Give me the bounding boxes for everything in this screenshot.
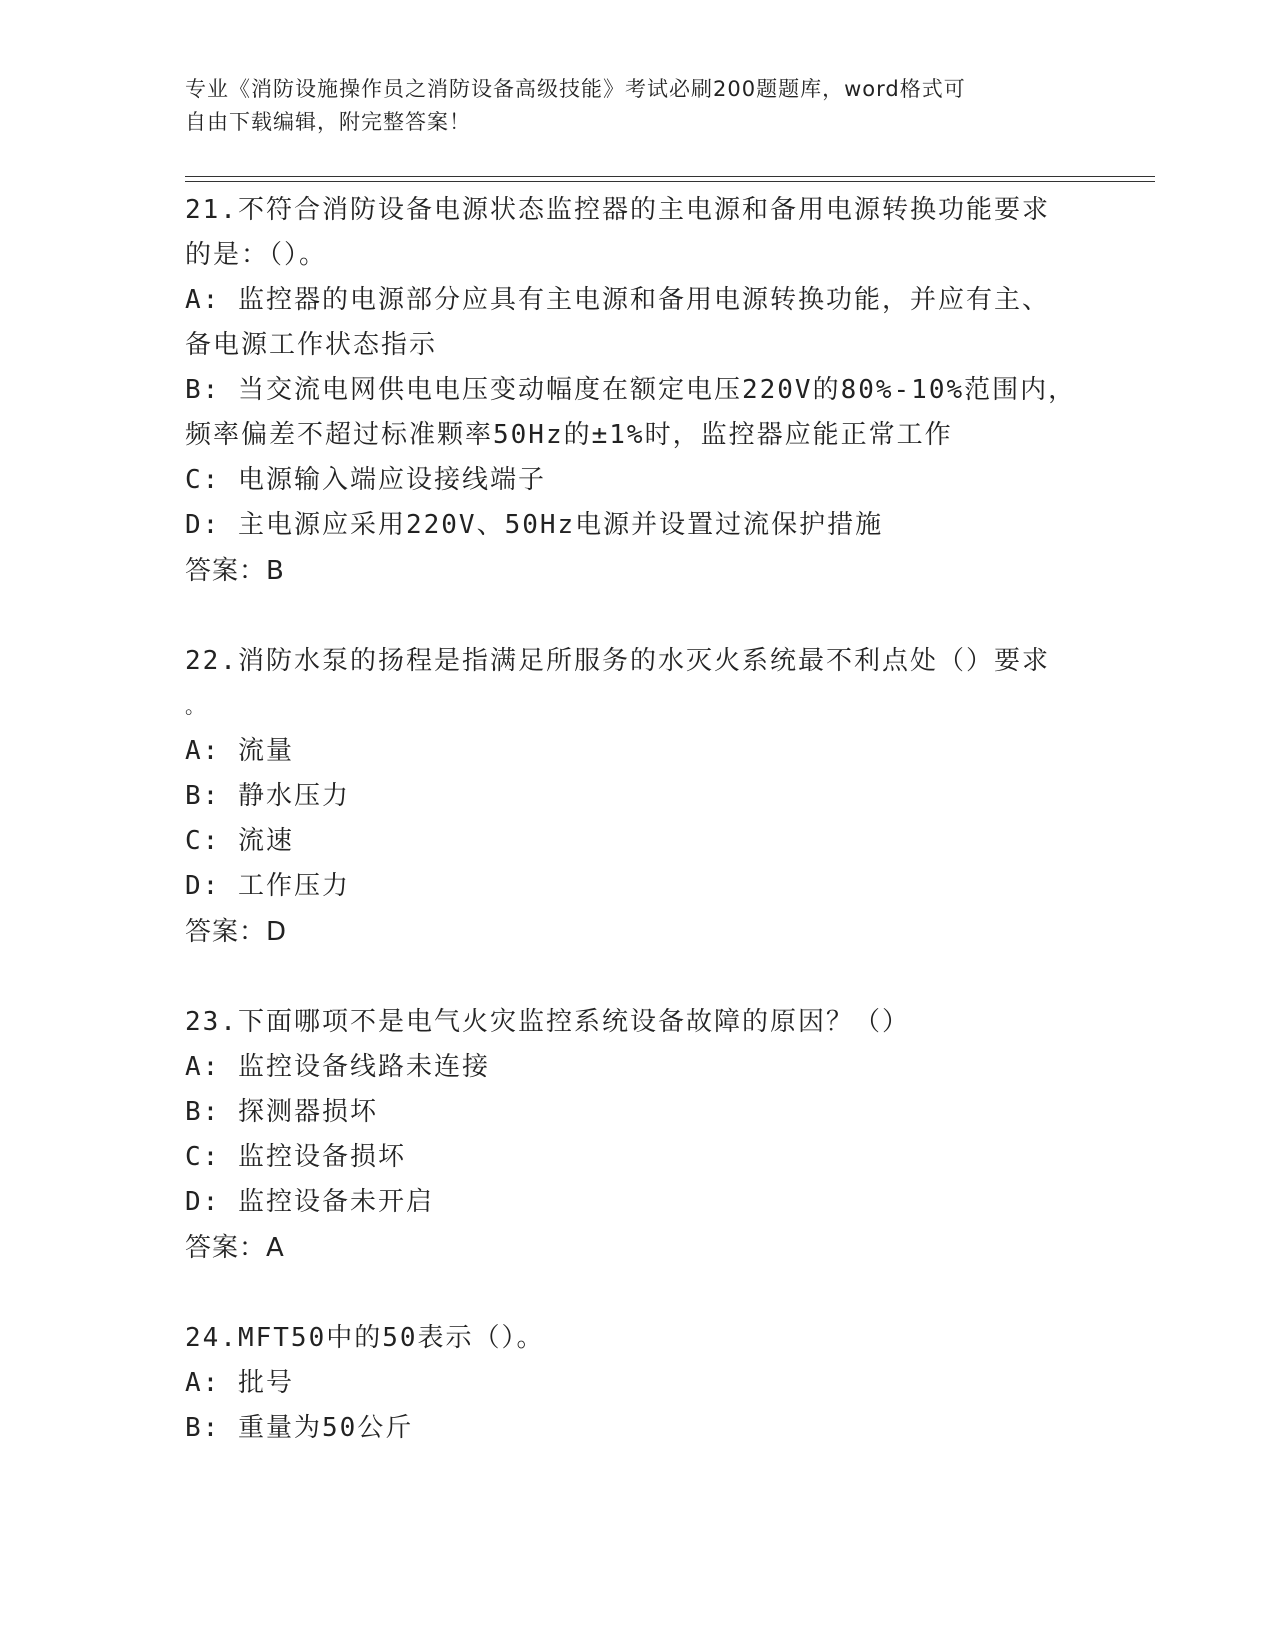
document-header (185, 73, 1065, 139)
question-21 (185, 188, 1085, 594)
option-c: C: 流速 (185, 826, 294, 856)
option-c: C: 监控设备损坏 (185, 1142, 406, 1172)
option-a: A: 批号 (185, 1368, 294, 1398)
question-list (185, 188, 1085, 1451)
header-line-1: 专业《消防设施操作员之消防设备高级技能》考试必刷200题题库，word格式可 (185, 77, 966, 101)
question-23 (185, 1000, 1085, 1271)
answer: 答案：D (185, 917, 288, 947)
question-24 (185, 1316, 1085, 1451)
question-text-continued: 的是：（）。 (185, 240, 328, 270)
option-b: B: 静水压力 (185, 781, 350, 811)
option-b: B: 探测器损坏 (185, 1097, 378, 1127)
question-text-continued: 。 (185, 694, 207, 718)
header-rule-bottom (185, 181, 1155, 182)
question-text: 21.不符合消防设备电源状态监控器的主电源和备用电源转换功能要求 (185, 195, 1050, 225)
option-a: A: 监控器的电源部分应具有主电源和备用电源转换功能，并应有主、 (185, 285, 1050, 315)
option-d: D: 主电源应采用220V、50Hz电源并设置过流保护措施 (185, 510, 884, 540)
option-b-continued: 频率偏差不超过标准颗率50Hz的±1%时，监控器应能正常工作 (185, 420, 953, 450)
option-b: B: 重量为50公斤 (185, 1413, 414, 1443)
option-c: C: 电源输入端应设接线端子 (185, 465, 546, 495)
question-22 (185, 639, 1085, 955)
header-rule-top (185, 176, 1155, 177)
option-a: A: 监控设备线路未连接 (185, 1052, 490, 1082)
header-line-2: 自由下载编辑，附完整答案！ (185, 110, 471, 134)
option-d: D: 工作压力 (185, 871, 350, 901)
answer: 答案：A (185, 1233, 285, 1263)
question-text: 22.消防水泵的扬程是指满足所服务的水灭火系统最不利点处（）要求 (185, 646, 1050, 676)
question-text: 24.MFT50中的50表示（）。 (185, 1323, 545, 1353)
answer: 答案：B (185, 556, 285, 586)
question-text: 23.下面哪项不是电气火灾监控系统设备故障的原因？（） (185, 1007, 910, 1037)
option-d: D: 监控设备未开启 (185, 1187, 434, 1217)
option-a: A: 流量 (185, 736, 294, 766)
option-a-continued: 备电源工作状态指示 (185, 330, 438, 360)
option-b: B: 当交流电网供电电压变动幅度在额定电压220V的80%-10%范围内， (185, 375, 1077, 405)
